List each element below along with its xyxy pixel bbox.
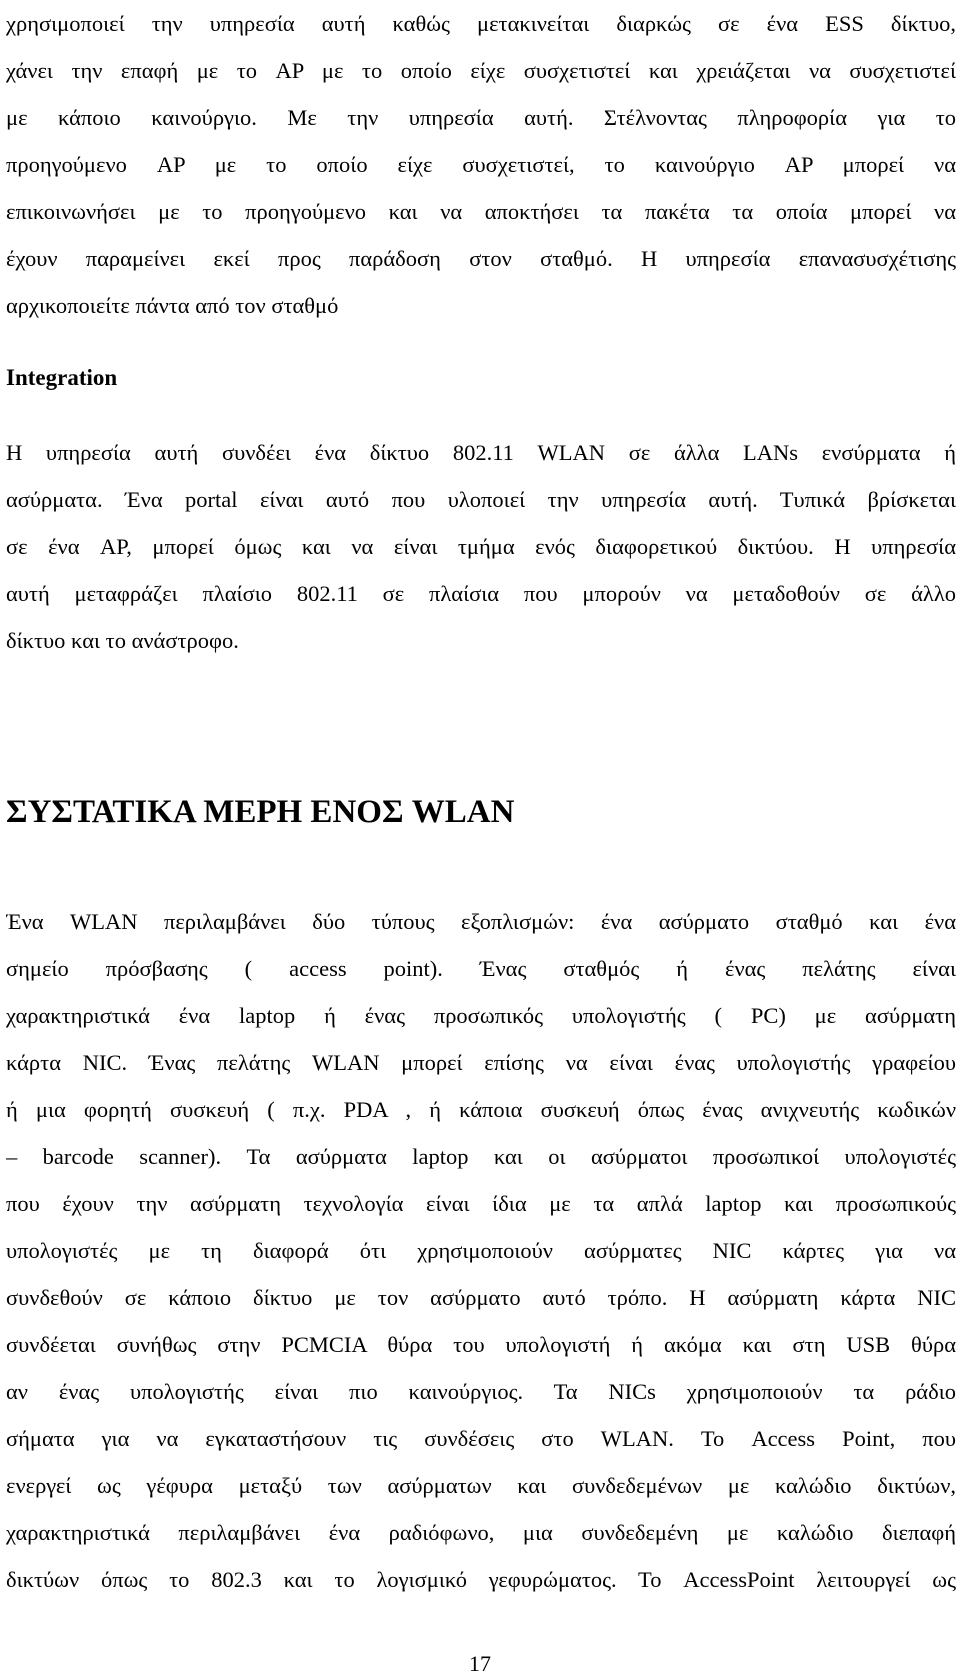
text-line: Ένα WLAN περιλαμβάνει δύο τύπους εξοπλισμών: ένα ασύρματο σταθμό και ένα bbox=[6, 909, 956, 934]
paragraph-reassociation bbox=[6, 0, 956, 329]
paragraph-wlan-components bbox=[6, 898, 956, 1603]
paragraph-integration bbox=[6, 429, 956, 664]
text-line: συνδέεται συνήθως στην PCMCIA θύρα του υπολογιστή ή ακόμα και στη USB θύρα bbox=[6, 1332, 956, 1357]
text-line: χαρακτηριστικά περιλαμβάνει ένα ραδιόφωνο, μια συνδεδεμένη με καλώδιο διεπαφή bbox=[6, 1520, 956, 1545]
text-line: αυτή μεταφράζει πλαίσιο 802.11 σε πλαίσια που μπορούν να μεταδοθούν σε άλλο bbox=[6, 581, 956, 606]
text-line: προηγούμενο AP με το οποίο είχε συσχετιστεί, το καινούργιο AP μπορεί να bbox=[6, 152, 956, 177]
text-line: χαρακτηριστικά ένα laptop ή ένας προσωπικός υπολογιστής ( PC) με ασύρματη bbox=[6, 1003, 956, 1028]
section-heading: ΣΥΣΤΑΤΙΚΑ ΜΕΡΗ ΕΝΟΣ WLAN bbox=[6, 794, 515, 830]
integration-heading: Integration bbox=[6, 365, 118, 390]
text-line: αρχικοποιείτε πάντα από τον σταθμό bbox=[6, 293, 339, 318]
text-line: ή μια φορητή συσκευή ( π.χ. PDA , ή κάποια συσκευή όπως ένας ανιχνευτής κωδικών bbox=[6, 1097, 956, 1122]
text-line: κάρτα NIC. Ένας πελάτης WLAN μπορεί επίσης να είναι ένας υπολογιστής γραφείου bbox=[6, 1050, 956, 1075]
text-line: έχουν παραμείνει εκεί προς παράδοση στον σταθμό. Η υπηρεσία επανασυσχέτισης bbox=[6, 246, 956, 271]
text-line: δίκτυο και το ανάστροφο. bbox=[6, 628, 239, 653]
text-line: δικτύων όπως το 802.3 και το λογισμικό γεφυρώματος. Το AccessPoint λειτουργεί ως bbox=[6, 1567, 956, 1592]
text-line: σήματα για να εγκαταστήσουν τις συνδέσεις στο WLAN. Το Access Point, που bbox=[6, 1426, 956, 1451]
text-line: ασύρματα. Ένα portal είναι αυτό που υλοποιεί την υπηρεσία αυτή. Τυπικά βρίσκεται bbox=[6, 487, 956, 512]
text-line: χρησιμοποιεί την υπηρεσία αυτή καθώς μετακινείται διαρκώς σε ένα ESS δίκτυο, bbox=[6, 11, 956, 36]
text-line: επικοινωνήσει με το προηγούμενο και να αποκτήσει τα πακέτα τα οποία μπορεί να bbox=[6, 199, 956, 224]
text-line: – barcode scanner). Τα ασύρματα laptop και οι ασύρματοι προσωπικοί υπολογιστές bbox=[6, 1144, 956, 1169]
text-line: υπολογιστές με τη διαφορά ότι χρησιμοποιούν ασύρματες NIC κάρτες για να bbox=[6, 1238, 956, 1263]
text-line: αν ένας υπολογιστής είναι πιο καινούργιος. Τα NICs χρησιμοποιούν τα ράδιο bbox=[6, 1379, 956, 1404]
text-line: σημείο πρόσβασης ( access point). Ένας σταθμός ή ένας πελάτης είναι bbox=[6, 956, 956, 981]
text-line: με κάποιο καινούργιο. Με την υπηρεσία αυτή. Στέλνοντας πληροφορία για το bbox=[6, 105, 956, 130]
text-line: σε ένα AP, μπορεί όμως και να είναι τμήμα ενός διαφορετικού δικτύου. Η υπηρεσία bbox=[6, 534, 956, 559]
text-line: χάνει την επαφή με το AP με το οποίο είχε συσχετιστεί και χρειάζεται να συσχετιστεί bbox=[6, 58, 956, 83]
text-line: συνδεθούν σε κάποιο δίκτυο με τον ασύρματο αυτό τρόπο. Η ασύρματη κάρτα NIC bbox=[6, 1285, 956, 1310]
page-number: 17 bbox=[469, 1651, 491, 1676]
text-line: που έχουν την ασύρματη τεχνολογία είναι ίδια με τα απλά laptop και προσωπικούς bbox=[6, 1191, 956, 1216]
text-line: ενεργεί ως γέφυρα μεταξύ των ασύρματων και συνδεδεμένων με καλώδιο δικτύων, bbox=[6, 1473, 956, 1498]
text-line: Η υπηρεσία αυτή συνδέει ένα δίκτυο 802.11 WLAN σε άλλα LANs ενσύρματα ή bbox=[6, 440, 956, 465]
